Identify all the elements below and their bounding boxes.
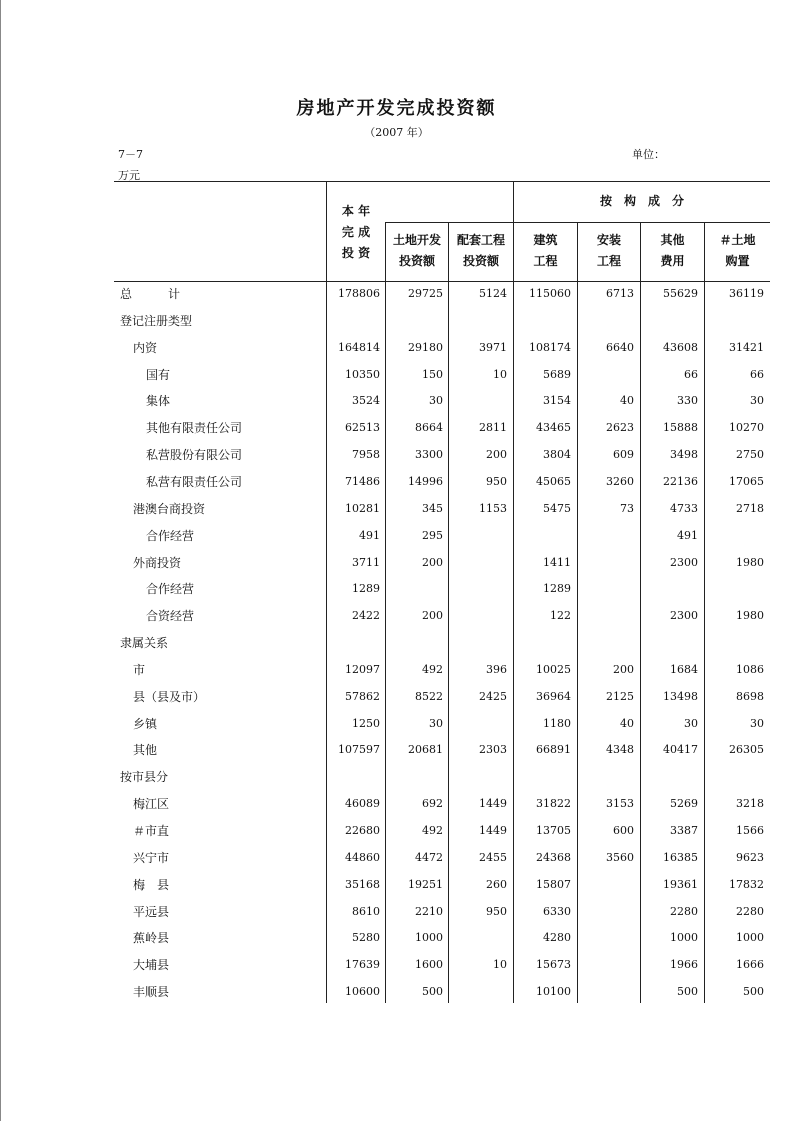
table-cell: 164814 bbox=[338, 340, 380, 354]
table-cell: 200 bbox=[422, 555, 443, 569]
table-cell: 36964 bbox=[536, 689, 571, 703]
table-cell: 150 bbox=[422, 367, 443, 381]
table-cell: 491 bbox=[359, 528, 380, 542]
table-cell: 2750 bbox=[736, 448, 764, 462]
table-cell: 2300 bbox=[670, 609, 698, 623]
table-cell: 1666 bbox=[736, 958, 764, 972]
header-text: 完 成 bbox=[341, 225, 371, 239]
table-cell: 17832 bbox=[729, 877, 764, 891]
row-label: 私营股份有限公司 bbox=[146, 448, 243, 463]
table-cell: 200 bbox=[613, 662, 634, 676]
table-cell: 15807 bbox=[536, 877, 571, 891]
column-divider bbox=[577, 222, 578, 1003]
table-code: 7－7 bbox=[118, 148, 143, 161]
table-cell: 3154 bbox=[543, 394, 571, 408]
row-label: 合作经营 bbox=[146, 528, 195, 543]
table-cell: 500 bbox=[677, 985, 698, 999]
table-cell: 3498 bbox=[670, 448, 698, 462]
table-cell: 6640 bbox=[606, 340, 634, 354]
row-label: 其他有限责任公司 bbox=[146, 421, 243, 436]
row-label: 内资 bbox=[133, 340, 158, 355]
table-cell: 5269 bbox=[670, 797, 698, 811]
header-text: 投 资 bbox=[341, 246, 371, 260]
table-cell: 30 bbox=[429, 394, 443, 408]
table-cell: 2280 bbox=[670, 904, 698, 918]
table-cell: 66891 bbox=[536, 743, 571, 757]
table-cell: 31822 bbox=[536, 797, 571, 811]
table-cell: 295 bbox=[422, 528, 443, 542]
table-cell: 2811 bbox=[479, 421, 507, 435]
table-cell: 5689 bbox=[543, 367, 571, 381]
table-cell: 10 bbox=[493, 958, 507, 972]
table-cell: 10600 bbox=[345, 985, 380, 999]
table-cell: 26305 bbox=[729, 743, 764, 757]
table-cell: 492 bbox=[422, 824, 443, 837]
table-cell: 24368 bbox=[536, 850, 571, 864]
row-label: 港澳台商投资 bbox=[133, 501, 206, 516]
header-text: 购置 bbox=[725, 254, 750, 268]
table-cell: 2125 bbox=[606, 689, 634, 703]
unit-label: 单位： bbox=[632, 148, 665, 161]
page-title: 房地产开发完成投资额 bbox=[296, 98, 497, 119]
table-cell: 40 bbox=[620, 394, 634, 408]
table-cell: 16385 bbox=[663, 850, 698, 864]
table-cell: 1600 bbox=[415, 958, 443, 972]
header-text: 工程 bbox=[596, 254, 621, 268]
table-cell: 73 bbox=[620, 501, 634, 515]
table-cell: 1684 bbox=[670, 662, 698, 676]
table-cell: 1980 bbox=[736, 609, 764, 623]
table-cell: 692 bbox=[422, 797, 443, 811]
row-label: 登记注册类型 bbox=[120, 313, 193, 328]
table-cell: 492 bbox=[422, 662, 443, 676]
header-text: 土地开发 bbox=[392, 233, 441, 247]
table-cell: 5280 bbox=[352, 931, 380, 945]
table-cell: 3971 bbox=[479, 340, 507, 354]
row-label: 集体 bbox=[146, 394, 171, 409]
table-cell: 1966 bbox=[670, 958, 698, 972]
table-cell: 1411 bbox=[543, 555, 571, 569]
table-cell: 1086 bbox=[736, 662, 764, 676]
table-cell: 2303 bbox=[479, 743, 507, 757]
table-cell: 108174 bbox=[529, 340, 571, 354]
table-cell: 22136 bbox=[663, 474, 698, 488]
table-cell: 10100 bbox=[536, 985, 571, 999]
table-cell: 19361 bbox=[663, 877, 698, 891]
table-cell: 46089 bbox=[345, 797, 380, 811]
header-text: 投资额 bbox=[398, 254, 435, 268]
header-text: 投资额 bbox=[462, 254, 499, 268]
table-cell: 2210 bbox=[415, 904, 443, 918]
table-cell: 55629 bbox=[663, 287, 698, 300]
table-cell: 396 bbox=[486, 662, 507, 676]
unit-value: 万元 bbox=[118, 169, 140, 182]
header-installation bbox=[578, 230, 640, 272]
table-cell: 10 bbox=[493, 367, 507, 381]
table-cell: 29725 bbox=[408, 287, 443, 300]
table-cell: 22680 bbox=[345, 824, 380, 837]
table-cell: 4472 bbox=[415, 850, 443, 864]
row-label: 隶属关系 bbox=[120, 636, 169, 651]
table-cell: 107597 bbox=[338, 743, 380, 757]
header-text: 安装 bbox=[596, 233, 621, 247]
table-cell: 71486 bbox=[345, 474, 380, 488]
table-cell: 10025 bbox=[536, 662, 571, 676]
row-label: 私营有限责任公司 bbox=[146, 474, 243, 489]
table-cell: 2425 bbox=[479, 689, 507, 703]
table-cell: 40 bbox=[620, 716, 634, 730]
table-cell: 44860 bbox=[345, 850, 380, 864]
table-cell: 13705 bbox=[536, 824, 571, 837]
row-label: 梅 县 bbox=[133, 877, 170, 892]
table-cell: 19251 bbox=[408, 877, 443, 891]
table-cell: 3260 bbox=[606, 474, 634, 488]
header-text: 建筑 bbox=[533, 233, 558, 247]
table-cell: 2422 bbox=[352, 609, 380, 623]
table-cell: 30 bbox=[750, 716, 764, 730]
table-cell: 950 bbox=[486, 474, 507, 488]
table-cell: 13498 bbox=[663, 689, 698, 703]
table-cell: 3153 bbox=[606, 797, 634, 811]
table-cell: 43465 bbox=[536, 421, 571, 435]
table-cell: 345 bbox=[422, 501, 443, 515]
table-cell: 20681 bbox=[408, 743, 443, 757]
table-cell: 30 bbox=[684, 716, 698, 730]
row-label: 兴宁市 bbox=[133, 850, 170, 865]
table-cell: 66 bbox=[684, 367, 698, 381]
table-cell: 330 bbox=[677, 394, 698, 408]
table-cell: 10281 bbox=[345, 501, 380, 515]
table-cell: 1000 bbox=[736, 931, 764, 945]
table-cell: 3300 bbox=[415, 448, 443, 462]
table-cell: 8698 bbox=[736, 689, 764, 703]
table-cell: 1000 bbox=[670, 931, 698, 945]
table-cell: 2280 bbox=[736, 904, 764, 918]
table-cell: 200 bbox=[422, 609, 443, 623]
header-text: 其他 bbox=[660, 233, 685, 247]
table-cell: 500 bbox=[743, 985, 764, 999]
row-label: 其他 bbox=[133, 743, 158, 758]
row-label: 合资经营 bbox=[146, 609, 195, 624]
table-cell: 17065 bbox=[729, 474, 764, 488]
table-cell: 3387 bbox=[670, 824, 698, 837]
table-cell: 1180 bbox=[543, 716, 571, 730]
row-label: 县（县及市） bbox=[133, 689, 206, 704]
row-label: 平远县 bbox=[133, 904, 170, 919]
table-cell: 600 bbox=[613, 824, 634, 837]
table-cell: 1153 bbox=[479, 501, 507, 515]
table-cell: 15673 bbox=[536, 958, 571, 972]
header-text: ＃土地 bbox=[719, 233, 756, 247]
row-label: 蕉岭县 bbox=[133, 931, 170, 946]
table-cell: 491 bbox=[677, 528, 698, 542]
table-cell: 1566 bbox=[736, 824, 764, 837]
header-construction bbox=[514, 230, 577, 272]
header-text: 费用 bbox=[660, 254, 685, 268]
table-cell: 4733 bbox=[670, 501, 698, 515]
table-cell: 950 bbox=[486, 904, 507, 918]
header-text: 工程 bbox=[533, 254, 558, 268]
table-cell: 57862 bbox=[345, 689, 380, 703]
table-cell: 15888 bbox=[663, 421, 698, 435]
table-cell: 9623 bbox=[736, 850, 764, 864]
table-cell: 2300 bbox=[670, 555, 698, 569]
row-label: 丰顺县 bbox=[133, 985, 170, 1000]
table-cell: 178806 bbox=[338, 287, 380, 300]
table-cell: 115060 bbox=[529, 287, 571, 300]
table-cell: 3560 bbox=[606, 850, 634, 864]
row-label: 按市县分 bbox=[120, 770, 169, 785]
table-cell: 6330 bbox=[543, 904, 571, 918]
table-cell: 17639 bbox=[345, 958, 380, 972]
row-label: 合作经营 bbox=[146, 582, 195, 597]
table-cell: 200 bbox=[486, 448, 507, 462]
table-cell: 31421 bbox=[729, 340, 764, 354]
year-subtitle: （2007 年） bbox=[364, 126, 429, 139]
table-cell: 30 bbox=[429, 716, 443, 730]
header-composition-group: 按 构 成 分 bbox=[599, 194, 684, 208]
table-cell: 7958 bbox=[352, 448, 380, 462]
table-cell: 14996 bbox=[408, 474, 443, 488]
table-cell: 2455 bbox=[479, 850, 507, 864]
row-label: 总 计 bbox=[120, 287, 181, 301]
row-label: 大埔县 bbox=[133, 958, 170, 973]
table-cell: 1980 bbox=[736, 555, 764, 569]
table-cell: 45065 bbox=[536, 474, 571, 488]
table-cell: 122 bbox=[550, 609, 571, 623]
table-cell: 3218 bbox=[736, 797, 764, 811]
row-label: 梅江区 bbox=[133, 797, 170, 812]
table-cell: 1289 bbox=[352, 582, 380, 596]
table-cell: 1250 bbox=[352, 716, 380, 730]
table-cell: 6713 bbox=[606, 287, 634, 300]
header-supporting-works bbox=[449, 230, 513, 272]
table-cell: 3804 bbox=[543, 448, 571, 462]
table-cell: 29180 bbox=[408, 340, 443, 354]
table-cell: 8664 bbox=[415, 421, 443, 435]
table-cell: 1449 bbox=[479, 797, 507, 811]
table-top-rule bbox=[114, 181, 770, 182]
row-label: 市 bbox=[133, 662, 146, 677]
table-cell: 500 bbox=[422, 985, 443, 999]
table-cell: 260 bbox=[486, 877, 507, 891]
table-cell: 35168 bbox=[345, 877, 380, 891]
header-total-investment bbox=[327, 201, 385, 264]
table-cell: 2718 bbox=[736, 501, 764, 515]
header-land-purchase bbox=[705, 230, 770, 272]
table-cell: 1289 bbox=[543, 582, 571, 596]
header-other-costs bbox=[641, 230, 704, 272]
table-cell: 10270 bbox=[729, 421, 764, 435]
header-text: 本 年 bbox=[341, 204, 371, 218]
row-label: 外商投资 bbox=[133, 555, 182, 570]
header-bottom-rule bbox=[114, 281, 770, 282]
table-cell: 36119 bbox=[729, 287, 764, 300]
row-label: 国有 bbox=[146, 367, 171, 382]
table-cell: 10350 bbox=[345, 367, 380, 381]
table-cell: 2623 bbox=[606, 421, 634, 435]
table-cell: 12097 bbox=[345, 662, 380, 676]
table-cell: 8610 bbox=[352, 904, 380, 918]
table-cell: 5124 bbox=[479, 287, 507, 300]
table-cell: 8522 bbox=[415, 689, 443, 703]
header-text: 配套工程 bbox=[456, 233, 505, 247]
row-label: 乡镇 bbox=[133, 716, 158, 731]
table-cell: 5475 bbox=[543, 501, 571, 515]
table-cell: 1000 bbox=[415, 931, 443, 945]
table-cell: 3524 bbox=[352, 394, 380, 408]
table-cell: 4280 bbox=[543, 931, 571, 945]
table-cell: 609 bbox=[613, 448, 634, 462]
header-land-development bbox=[386, 230, 448, 272]
table-cell: 43608 bbox=[663, 340, 698, 354]
table-cell: 4348 bbox=[606, 743, 634, 757]
table-cell: 1449 bbox=[479, 824, 507, 837]
table-cell: 66 bbox=[750, 367, 764, 381]
row-label: ＃市直 bbox=[133, 824, 170, 838]
table-cell: 40417 bbox=[663, 743, 698, 757]
table-cell: 3711 bbox=[352, 555, 380, 569]
table-cell: 30 bbox=[750, 394, 764, 408]
table-cell: 62513 bbox=[345, 421, 380, 435]
